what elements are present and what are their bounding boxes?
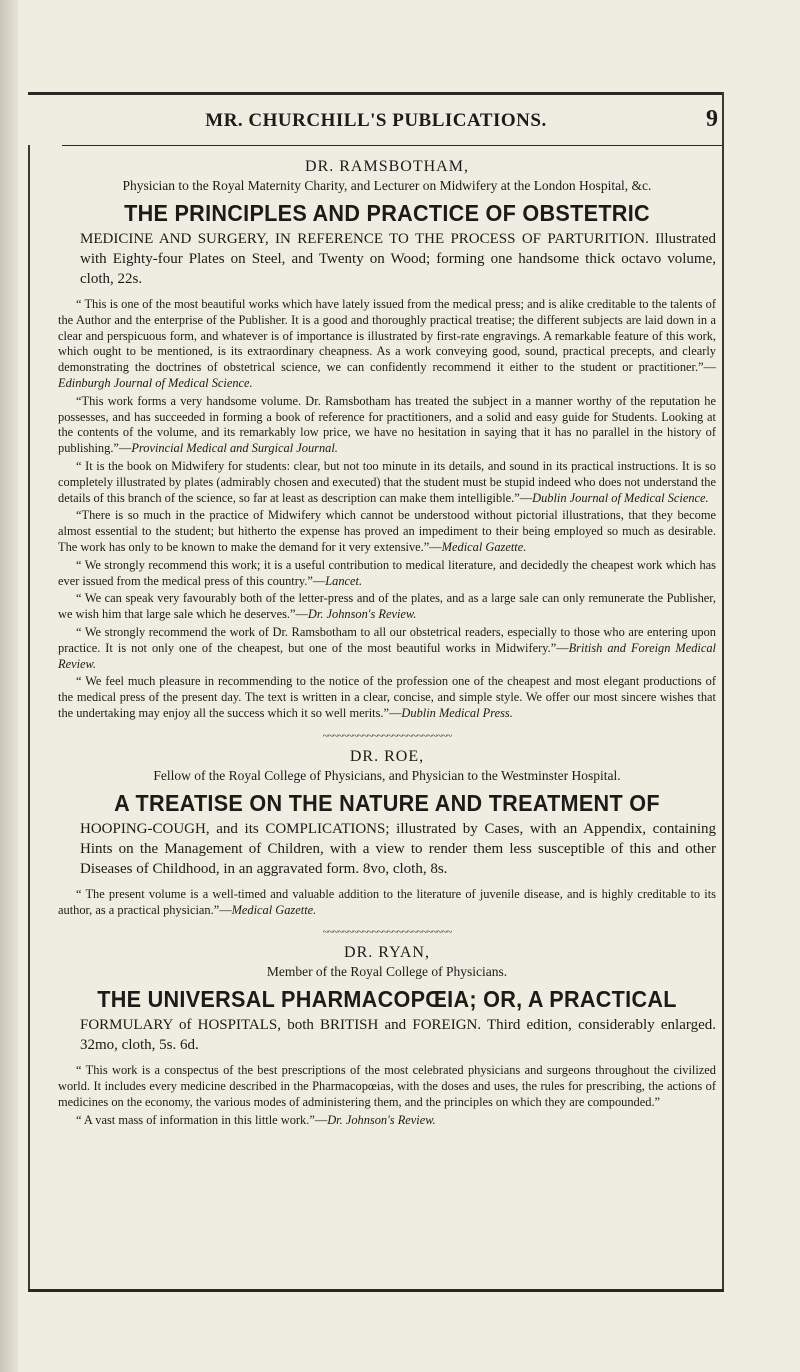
page-number: 9	[706, 106, 718, 132]
review-quote	[58, 625, 716, 672]
review-source: Edinburgh Journal of Medical Science.	[58, 375, 253, 390]
review-source: Dublin Journal of Medical Science.	[532, 490, 709, 505]
page-edge	[0, 0, 18, 1372]
author-name: DR. ROE,	[349, 747, 425, 765]
author-credentials: Fellow of the Royal College of Physicians, and Physician to the Westminster Hospital.	[153, 767, 621, 783]
author-credentials: Physician to the Royal Maternity Charity, and Lecturer on Midwifery at the London Hospital, &c.	[122, 178, 652, 193]
frame-rule-top	[28, 92, 724, 95]
review-text: “ This work is a conspectus of the best prescriptions of the most celebrated physicians and surgeons throughout the civilized world. It includes every medicine described in the Pharmacopœias, with the doses and uses, the rules for prescribing, the actions of medicines on the economy, the various modes of administering them, and the principles on which they are compounded.”	[58, 1063, 716, 1109]
review-source: Medical Gazette.	[441, 539, 527, 554]
review-quote	[58, 887, 716, 919]
review-text: “ This is one of the most beautiful works which have lately issued from the medical press; and is alike creditable to the talents of the Author and the enterprise of the Publisher. It is a good and thoroughly practical treatise; the different subjects are laid down in a clear and perspicuous form, and whatever is of importance is illustrated by first-rate engravings. A remarkable feature of this work, which ought to be mentioned, is its extraordinary cheapness. As a work conveying good, sound, practical precepts, and clearly demonstrating the doctrines of obstetrical science, we can confidently recommend it either to the student or practitioner.”—	[58, 297, 716, 375]
review-source: Dublin Medical Press.	[401, 705, 513, 720]
section-divider-ornament: ~~~~~~~~~~~~~~~~~~~~~~~~~~	[322, 729, 452, 742]
frame-rule-bottom	[28, 1289, 724, 1292]
book-title: A TREATISE ON THE NATURE AND TREATMENT OF	[114, 789, 660, 816]
review-text: “This work forms a very handsome volume. Dr. Ramsbotham has treated the subject in a manner worthy of the reputation he possesses, and has succeeded in forming a book of reference for practitioners, and a solid and easy guide for Students. Looking at the contents of the volume, and its remarkably low price, we have no hesitation in saying that it has no parallel in the history of publishing.”—	[58, 393, 716, 456]
review-quote	[58, 297, 716, 392]
page-content	[58, 152, 716, 1131]
header-rule	[62, 145, 724, 146]
review-text: “ We strongly recommend this work; it is a useful contribution to medical literature, and decidedly the cheapest work which has ever issued from the medical press of this country.”—	[58, 557, 716, 588]
review-source: Dr. Johnson's Review.	[307, 607, 417, 622]
review-quote	[58, 674, 716, 721]
author-name: DR. RYAN,	[344, 944, 430, 962]
review-text: “ The present volume is a well-timed and valuable addition to the literature of juvenile disease, and is highly creditable to its author, as a practical physician.”—	[58, 886, 716, 917]
running-head	[28, 100, 724, 142]
frame-rule-left	[28, 145, 30, 1291]
review-quote	[58, 394, 716, 457]
author-credentials: Member of the Royal College of Physicians.	[266, 964, 508, 980]
review-text: “ We strongly recommend the work of Dr. Ramsbotham to all our obstetrical readers, especially to those who are entering upon practice. It is not only one of the cheapest, but one of the most beautiful works in Midwifery.”—	[58, 624, 716, 655]
author-name: DR. RAMSBOTHAM,	[305, 158, 469, 175]
review-source: Lancet.	[325, 573, 363, 588]
review-quote	[58, 558, 716, 590]
review-source: Medical Gazette.	[231, 902, 317, 917]
review-quote	[58, 1063, 716, 1110]
review-text: “ A vast mass of information in this little work.”—	[76, 1112, 328, 1127]
review-source: Dr. Johnson's Review.	[327, 1112, 436, 1127]
book-description: FORMULARY of HOSPITALS, both BRITISH and FOREIGN. Third edition, considerably enlarged. 32mo, cloth, 5s. 6d.	[80, 1017, 716, 1054]
book-title: THE UNIVERSAL PHARMACOPŒIA; OR, A PRACTICAL	[97, 986, 677, 1013]
review-text: “There is so much in the practice of Midwifery which cannot be understood without pictorial illustrations, that they become almost essential to the student; but hitherto the expense has proved an impediment to their being employed so much as desirable. The work has only to be known to make the demand for it very extensive.”—	[58, 508, 716, 554]
review-text: “ It is the book on Midwifery for students: clear, but not too minute in its details, and sound in its practical instructions. It is so completely illustrated by plates (admirably chosen and executed) that the student must be stupid indeed who does not understand the details of this branch of the science, so far at least as description can make them intelligible.”—	[58, 458, 716, 505]
book-title: THE PRINCIPLES AND PRACTICE OF OBSTETRIC	[124, 200, 650, 226]
frame-rule-right	[722, 92, 724, 1291]
running-head-title: MR. CHURCHILL'S PUBLICATIONS.	[205, 110, 547, 131]
review-source: Provincial Medical and Surgical Journal.	[131, 441, 338, 456]
section-divider-ornament: ~~~~~~~~~~~~~~~~~~~~~~~~~~	[322, 926, 452, 939]
entry-ryan	[58, 944, 716, 1128]
review-text: “ We feel much pleasure in recommending to the notice of the profession one of the cheapest and most elegant productions of the medical press of the present day. The text is written in a clear, concise, and simple style. We offer our most sincere wishes that the undertaking may enjoy all the success which it so well merits.”—	[58, 674, 716, 720]
review-text: “ We can speak very favourably both of the letter-press and of the plates, and as a large sale can only remunerate the Publisher, we wish him that large sale which he deserves.”—	[58, 591, 716, 622]
review-source: British and Foreign Medical Review.	[58, 640, 716, 671]
review-quote	[58, 1113, 716, 1129]
book-description: MEDICINE AND SURGERY, IN REFERENCE TO THE PROCESS OF PARTURITION. Illustrated with Eighty-four Plates on Steel, and Twenty on Wood; forming one handsome thick octavo volume, cloth, 22s.	[80, 231, 716, 287]
review-quote	[58, 508, 716, 555]
book-description: HOOPING-COUGH, and its COMPLICATIONS; illustrated by Cases, with an Appendix, containing Hints on the Management of Children, with a view to render them less susceptible of this and other Diseases of Childhood, in an aggravated form. 8vo, cloth, 8s.	[80, 820, 716, 877]
entry-roe	[58, 748, 716, 919]
entry-ramsbotham	[58, 158, 716, 722]
review-quote	[58, 459, 716, 506]
review-quote	[58, 591, 716, 623]
